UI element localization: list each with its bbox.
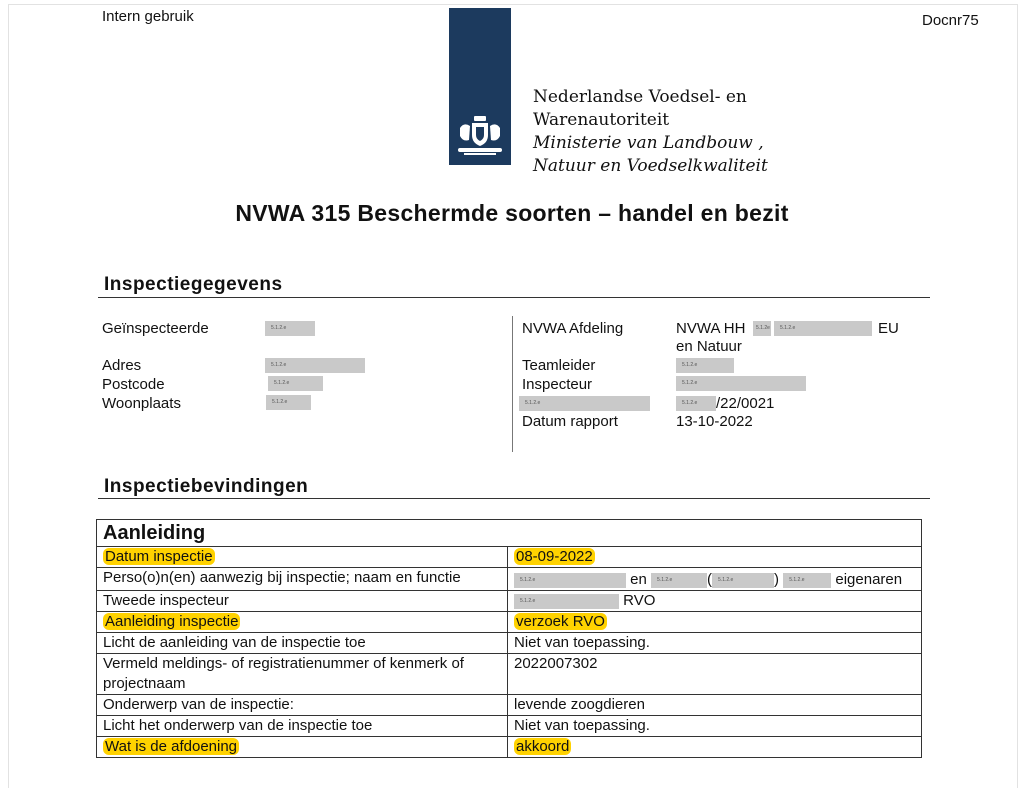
personen-open-paren: ( xyxy=(707,571,713,588)
label-nvwa-afdeling: NVWA Afdeling xyxy=(522,320,624,337)
afdeling-value-line2: en Natuur xyxy=(676,338,742,355)
table-cell-value: levende zoogdieren xyxy=(508,695,922,716)
table-cell-label: Tweede inspecteur xyxy=(97,591,508,612)
personen-close-paren: ) xyxy=(774,571,780,588)
personen-en: en xyxy=(630,571,647,588)
ministry-line2: Natuur en Voedselkwaliteit xyxy=(533,156,768,176)
column-divider xyxy=(512,316,513,452)
table-row xyxy=(97,547,922,568)
table-cell-value: Niet van toepassing. xyxy=(508,633,922,654)
classification-label: Intern gebruik xyxy=(102,8,194,25)
table-heading: Aanleiding xyxy=(97,520,922,547)
table-row xyxy=(97,633,922,654)
redaction-box: 5.1.2.e xyxy=(266,395,311,410)
coat-of-arms-icon xyxy=(454,114,506,158)
label-teamleider: Teamleider xyxy=(522,357,596,374)
highlighted-text: 08-09-2022 xyxy=(516,548,593,565)
redaction-box: 5.1.2.e xyxy=(676,376,806,391)
tweede-value: RVO xyxy=(623,592,656,609)
table-cell-value xyxy=(508,612,922,633)
table-cell-value xyxy=(508,591,922,612)
table-cell-value xyxy=(508,547,922,568)
label-geinspecteerde: Geïnspecteerde xyxy=(102,320,209,337)
label-datum-rapport: Datum rapport xyxy=(522,413,618,430)
redaction-box: 5.1.2.e xyxy=(712,573,774,588)
highlighted-text: Datum inspectie xyxy=(105,548,213,565)
document-number: Docnr75 xyxy=(922,12,979,29)
rapport-number-suffix: /22/0021 xyxy=(716,395,775,412)
table-row xyxy=(97,737,922,758)
redaction-box: 5.1.2.e xyxy=(265,321,315,336)
table-heading-row xyxy=(97,520,922,547)
redaction-box: 5.1.2.e xyxy=(265,358,365,373)
redaction-box: 5.1.2.e xyxy=(514,594,619,609)
label-woonplaats: Woonplaats xyxy=(102,395,181,412)
afdeling-value-suffix: EU xyxy=(878,320,899,337)
table-cell-value xyxy=(508,737,922,758)
table-cell-label: Onderwerp van de inspectie: xyxy=(97,695,508,716)
redaction-box: 5.1.2.e xyxy=(783,573,831,588)
highlighted-text: Aanleiding inspectie xyxy=(105,613,239,630)
redaction-box: 5.1.2.e xyxy=(268,376,323,391)
label-adres: Adres xyxy=(102,357,142,374)
highlighted-text: verzoek RVO xyxy=(516,613,605,630)
redaction-box: 5.1.2.e xyxy=(519,396,650,411)
table-row xyxy=(97,591,922,612)
table-row xyxy=(97,654,922,695)
label-postcode: Postcode xyxy=(102,376,165,393)
table-row xyxy=(97,612,922,633)
table-cell-label: Licht de aanleiding van de inspectie toe xyxy=(97,633,508,654)
table-cell-label xyxy=(97,737,508,758)
redaction-box: 5.1.2.e xyxy=(774,321,872,336)
findings-table xyxy=(96,519,922,758)
table-cell-value: Niet van toepassing. xyxy=(508,716,922,737)
personen-suffix: eigenaren xyxy=(835,571,903,588)
table-cell-label xyxy=(97,547,508,568)
table-cell-label: Licht het onderwerp van de inspectie toe xyxy=(97,716,508,737)
table-row xyxy=(97,695,922,716)
afdeling-value-prefix: NVWA HH xyxy=(676,320,746,337)
ministry-line1: Ministerie van Landbouw , xyxy=(533,133,764,153)
org-name-line1: Nederlandse Voedsel- en xyxy=(533,87,747,107)
label-inspecteur: Inspecteur xyxy=(522,376,593,393)
redaction-box: 5.1.2.e xyxy=(514,573,626,588)
table-cell-label: Perso(o)n(en) aanwezig bij inspectie; naam en functie xyxy=(97,568,508,591)
table-row xyxy=(97,568,922,591)
highlighted-text: Wat is de afdoening xyxy=(105,738,238,755)
org-name-line2: Warenautoriteit xyxy=(533,110,670,130)
section-divider xyxy=(98,297,930,298)
datum-rapport-value: 13-10-2022 xyxy=(676,413,753,430)
table-cell-label xyxy=(97,612,508,633)
redaction-box: 5.1.2.e xyxy=(676,396,716,411)
table-cell-label: Vermeld meldings- of registratienummer of kenmerk of projectnaam xyxy=(97,654,508,695)
table-cell-value xyxy=(508,568,922,591)
section-divider xyxy=(98,498,930,499)
highlighted-text: akkoord xyxy=(516,738,570,755)
section-heading-inspectiebevindingen: Inspectiebevindingen xyxy=(104,476,309,497)
organisation-block xyxy=(533,86,768,178)
table-cell-value: 2022007302 xyxy=(508,654,922,695)
rijksoverheid-logo xyxy=(449,8,511,165)
section-heading-inspectiegegevens: Inspectiegegevens xyxy=(104,274,283,295)
redaction-box: 5.1.2e xyxy=(753,321,771,336)
redaction-box: 5.1.2.e xyxy=(651,573,707,588)
table-row xyxy=(97,716,922,737)
document-title: NVWA 315 Beschermde soorten – handel en bezit xyxy=(235,200,789,226)
redaction-box: 5.1.2.e xyxy=(676,358,734,373)
